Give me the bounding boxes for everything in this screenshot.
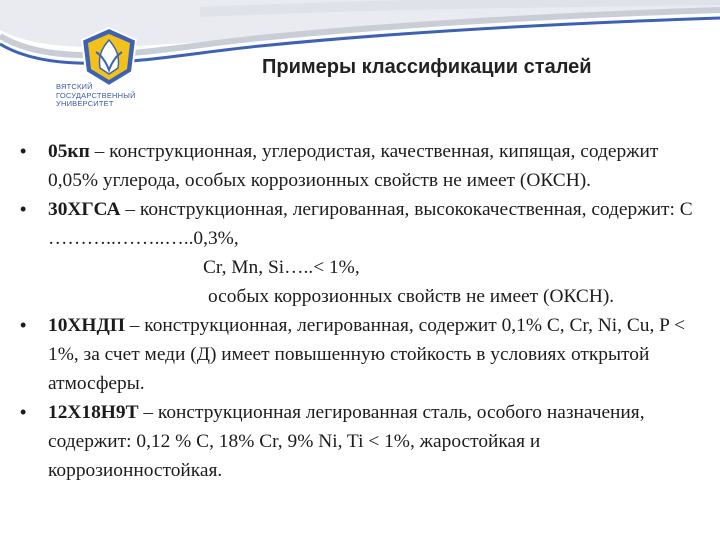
steel-grade: 10ХНДП — [48, 315, 125, 336]
list-item — [20, 398, 710, 485]
university-name — [56, 83, 166, 109]
university-name-line: ВЯТСКИЙ — [56, 82, 93, 91]
slide-title: Примеры классификации сталей — [262, 56, 592, 78]
steel-description-line: Cr, Mn, Si…..< 1%, — [203, 257, 360, 278]
steel-grade: 30ХГСА — [48, 199, 121, 220]
steel-grade: 12Х18Н9Т — [48, 402, 139, 423]
list-item — [20, 195, 710, 311]
university-emblem-logo — [78, 26, 140, 88]
bullet-icon: • — [20, 141, 27, 161]
list-item — [20, 311, 710, 398]
steel-description: – конструкционная, легированная, содержит 0,1% С, Cr, Ni, Cu, P < 1%, за счет меди (Д) имеет повышенную стойкость в условиях открытой атмосферы. — [48, 315, 686, 394]
steel-description: – конструкционная, легированная, высококачественная, содержит: С ………..……..…..0,3%, — [48, 199, 693, 249]
bullet-icon: • — [20, 402, 27, 422]
bullet-icon: • — [20, 199, 27, 219]
university-name-line: ГОСУДАРСТВЕННЫЙ — [56, 90, 136, 100]
list-item — [20, 137, 710, 195]
steel-grade: 05кп — [48, 141, 90, 162]
bullet-icon: • — [20, 315, 27, 335]
university-name-line: УНИВЕРСИТЕТ — [56, 99, 114, 108]
steel-description: – конструкционная, углеродистая, качественная, кипящая, содержит 0,05% углерода, особых коррозионных свойств не имеет (ОКСН). — [48, 141, 659, 191]
steel-description: – конструкционная легированная сталь, особого назначения, содержит: 0,12 % С, 18% Cr, 9% Ni, Ti < 1%, жаростойкая и коррозионностойкая. — [48, 402, 645, 481]
steel-examples-list — [20, 137, 710, 485]
steel-description-line: особых коррозионных свойств не имеет (ОКСН). — [208, 286, 615, 307]
